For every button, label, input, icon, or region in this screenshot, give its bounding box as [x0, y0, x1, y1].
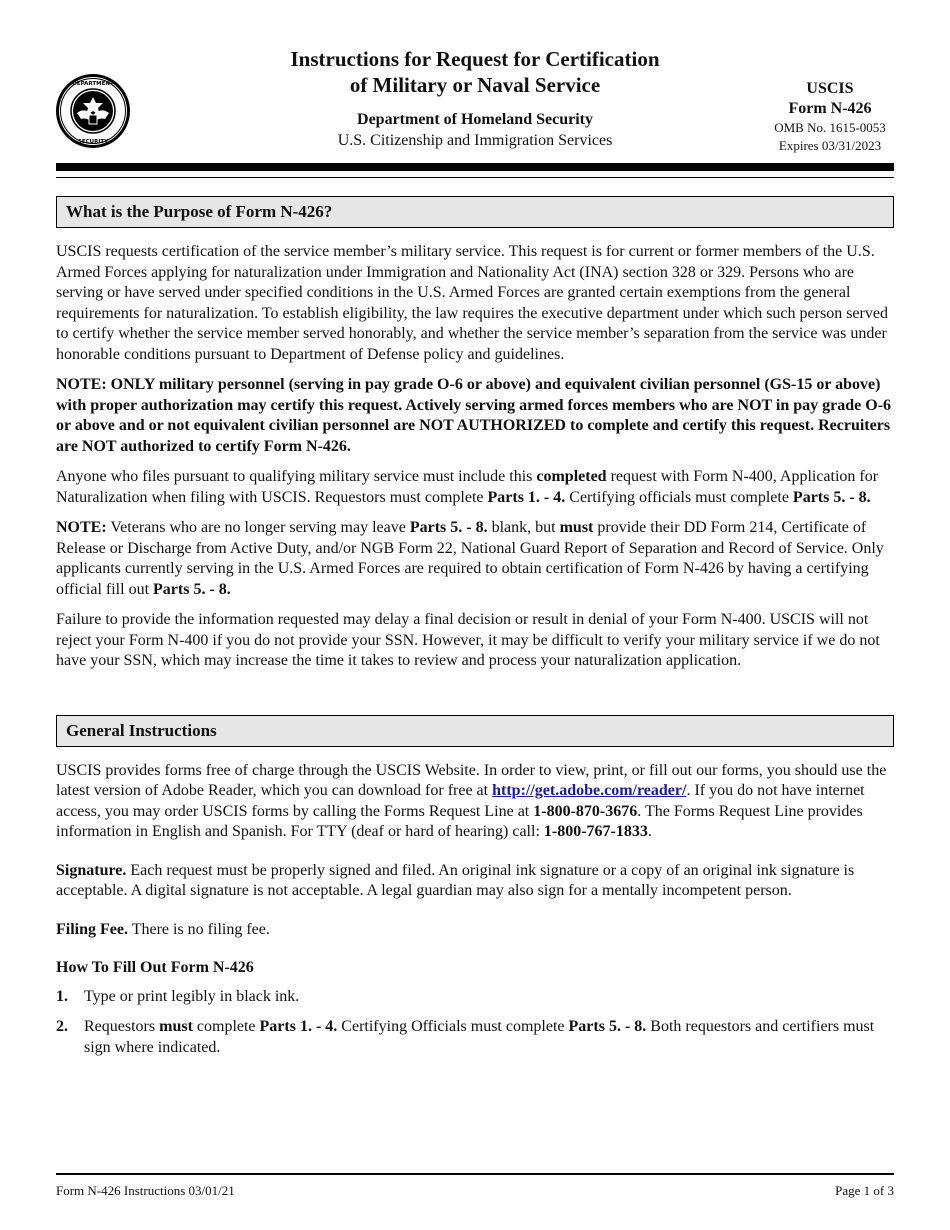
- content: [56, 196, 894, 1058]
- header-rule-thick: [56, 163, 894, 171]
- text-bold: Parts 1. - 4.: [259, 1018, 338, 1035]
- text-bold: must: [559, 519, 594, 536]
- page-number: Page 1 of 3: [835, 1183, 894, 1198]
- text-bold: Parts 1. - 4.: [487, 488, 566, 506]
- seal-text-top: DEPARTMENT: [72, 81, 114, 87]
- ssn-paragraph: Failure to provide the information requested may delay a final decision or result in denial of your Form N-400. USCIS will not reject your Form N-400 if you do not provide your SSN. However, it may be difficult to verify your military service if we do not have your SSN, which may increase the time it takes to review and process your naturalization application.: [56, 611, 880, 669]
- text: Each request must be properly signed and filed. An original ink signature or a copy of an original ink signature is acceptable. A digital signature is not acceptable. A legal guardian may also sign for a mentally incompetent person.: [56, 861, 855, 899]
- text: There is no filing fee.: [127, 920, 270, 938]
- howto-heading: How To Fill Out Form N-426: [56, 959, 254, 976]
- section-heading-purpose: What is the Purpose of Form N-426?: [56, 196, 894, 228]
- expiration-date: Expires 03/31/2023: [778, 138, 882, 153]
- text-bold: Parts 5. - 8.: [409, 519, 488, 536]
- step-text: [84, 1017, 894, 1058]
- signature-paragraph: [56, 861, 894, 902]
- text: Anyone who files pursuant to qualifying military service must include this: [56, 468, 537, 485]
- filing-fee-paragraph: [56, 920, 894, 941]
- text: Certifying Officials must complete: [337, 1018, 569, 1035]
- form-number: Form N-426: [788, 100, 872, 117]
- filing-fee-label: Filing Fee.: [56, 920, 128, 938]
- dhs-seal-icon: [55, 73, 131, 149]
- step-number: 1.: [56, 987, 68, 1005]
- title-block: [245, 46, 705, 151]
- section-heading-general: General Instructions: [56, 715, 894, 747]
- howto-steps: [56, 987, 894, 1059]
- footer-rule: [56, 1173, 894, 1175]
- list-item: [56, 1017, 894, 1058]
- document-title-line2: of Military or Naval Service: [349, 73, 601, 97]
- text: .: [647, 823, 652, 840]
- forms-paragraph: [56, 761, 894, 843]
- list-item: [56, 987, 894, 1008]
- text: . The Forms Request Line provides information in English and Spanish. For TTY (deaf or hard of hearing) call:: [56, 802, 863, 840]
- step-text: Type or print legibly in black ink.: [84, 987, 300, 1005]
- filing-paragraph: [56, 467, 894, 508]
- note-certifying-personnel: NOTE: ONLY military personnel (serving in pay grade O-6 or above) and equivalent civilian personnel (GS-15 or above) with proper authorization may certify this request. Actively serving armed forces members who are NOT in pay grade O-6 or above and or not equivalent civilian personnel are NOT AUTHORIZED to complete and certify this request. Recruiters are NOT authorized to certify Form N-426.: [56, 376, 892, 455]
- text-bold: completed: [536, 468, 607, 485]
- text: provide their DD Form 214, Certificate of Release or Discharge from Active Duty, and/or NGB Form 22, National Guard Report of Separation and Record of Service. Only applicants currently serving in the U.S. Armed Forces are required to obtain certification of Form N-426 by having a certifying official fill out: [56, 519, 884, 598]
- header-rule-thin: [56, 177, 894, 178]
- footer-form-id: Form N-426 Instructions 03/01/21: [56, 1183, 235, 1198]
- document-title-line1: Instructions for Request for Certification: [290, 47, 660, 71]
- note-veterans: [56, 518, 894, 600]
- subagency-name: U.S. Citizenship and Immigration Services: [337, 132, 613, 149]
- tty-phone: 1-800-767-1833: [543, 823, 648, 840]
- text: Veterans who are no longer serving may leave: [106, 519, 410, 536]
- step-number: 2.: [56, 1018, 68, 1035]
- text-bold: Parts 5. - 8.: [792, 488, 871, 506]
- text-bold: must: [159, 1018, 193, 1035]
- adobe-reader-link[interactable]: http://get.adobe.com/reader/: [492, 782, 687, 799]
- form-id-block: [760, 79, 900, 155]
- text: request with Form N-400, Application for Naturalization when filing with USCIS. Requestors must complete: [56, 468, 879, 506]
- text: Requestors: [84, 1018, 160, 1035]
- text: complete: [192, 1018, 260, 1035]
- text-bold: Parts 5. - 8.: [153, 580, 231, 598]
- text-bold: Parts 5. - 8.: [568, 1018, 647, 1035]
- signature-label: Signature.: [56, 861, 127, 879]
- text: Certifying officials must complete: [565, 488, 793, 506]
- text: Both requestors and certifiers must sign where indicated.: [84, 1018, 875, 1056]
- agency-name: Department of Homeland Security: [357, 111, 593, 128]
- text: blank, but: [487, 519, 560, 536]
- forms-request-phone: 1-800-870-3676: [533, 802, 638, 820]
- purpose-paragraph: USCIS requests certification of the service member’s military service. This request is for current or former members of the U.S. Armed Forces applying for naturalization under Immigration and Nationality Act (INA) section 328 or 329. Persons who are serving or have served under specified conditions in the U.S. Armed Forces are granted certain exemptions from the general requirements for naturalization. To establish eligibility, the law requires the executive department under which such person served to certify whether the service member served honorably, and whether the service member’s separation from the service was under honorable conditions pursuant to Department of Defense policy and guidelines.: [56, 243, 888, 363]
- text: USCIS provides forms free of charge through the USCIS Website. In order to view, print, or fill out our forms, you should use the latest version of Adobe Reader, which you can download for free at: [56, 761, 887, 799]
- text: . If you do not have internet access, you may order USCIS forms by calling the Forms Request Line at: [56, 782, 865, 820]
- note-label: NOTE:: [56, 519, 107, 536]
- seal-text-bottom: SECURITY: [77, 139, 109, 145]
- form-agency: USCIS: [806, 80, 854, 97]
- omb-number: OMB No. 1615-0053: [774, 120, 886, 135]
